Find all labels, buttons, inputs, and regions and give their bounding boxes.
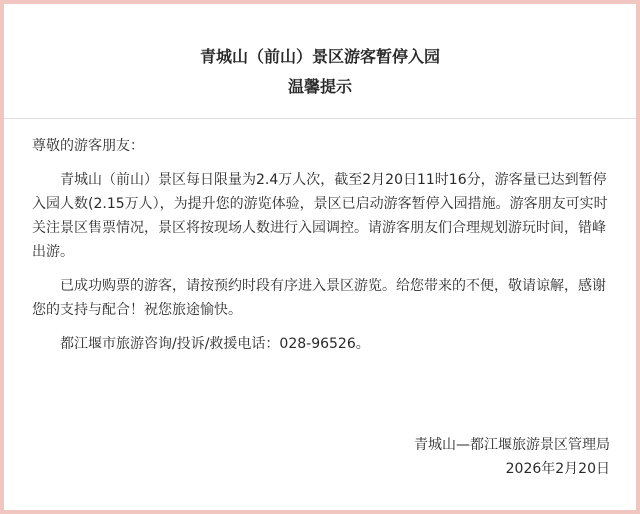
issuer: 青城山—都江堰旅游景区管理局 — [414, 437, 610, 453]
paragraph-hotline: 都江堰市旅游咨询/投诉/救援电话：028-96526。 — [60, 336, 370, 352]
issue-date: 2026年2月20日 — [505, 461, 610, 477]
notice-body — [32, 134, 612, 366]
paragraph-capacity: 青城山（前山）景区每日限量为2.4万人次，截至2月20日11时16分，游客量已达到暂停入园人数(2.15万人），为提升您的游览体验，景区已启动游客暂停入园措施。游客朋友可实时关注景区售票情况，景区将按现场人数进行入园调控。请游客朋友们合理规划游玩时间，错峰出游。 — [32, 172, 608, 260]
notice-subtitle: 温馨提示 — [287, 77, 352, 96]
signature-block — [414, 433, 610, 481]
notice-title: 青城山（前山）景区游客暂停入园 — [199, 47, 440, 66]
greeting: 尊敬的游客朋友： — [32, 138, 144, 154]
title-divider — [4, 118, 636, 119]
title-block — [4, 42, 636, 102]
paragraph-ticket-holders: 已成功购票的游客，请按预约时段有序进入景区游览。给您带来的不便，敬请谅解，感谢您的支持与配合！祝您旅途愉快。 — [32, 278, 606, 318]
